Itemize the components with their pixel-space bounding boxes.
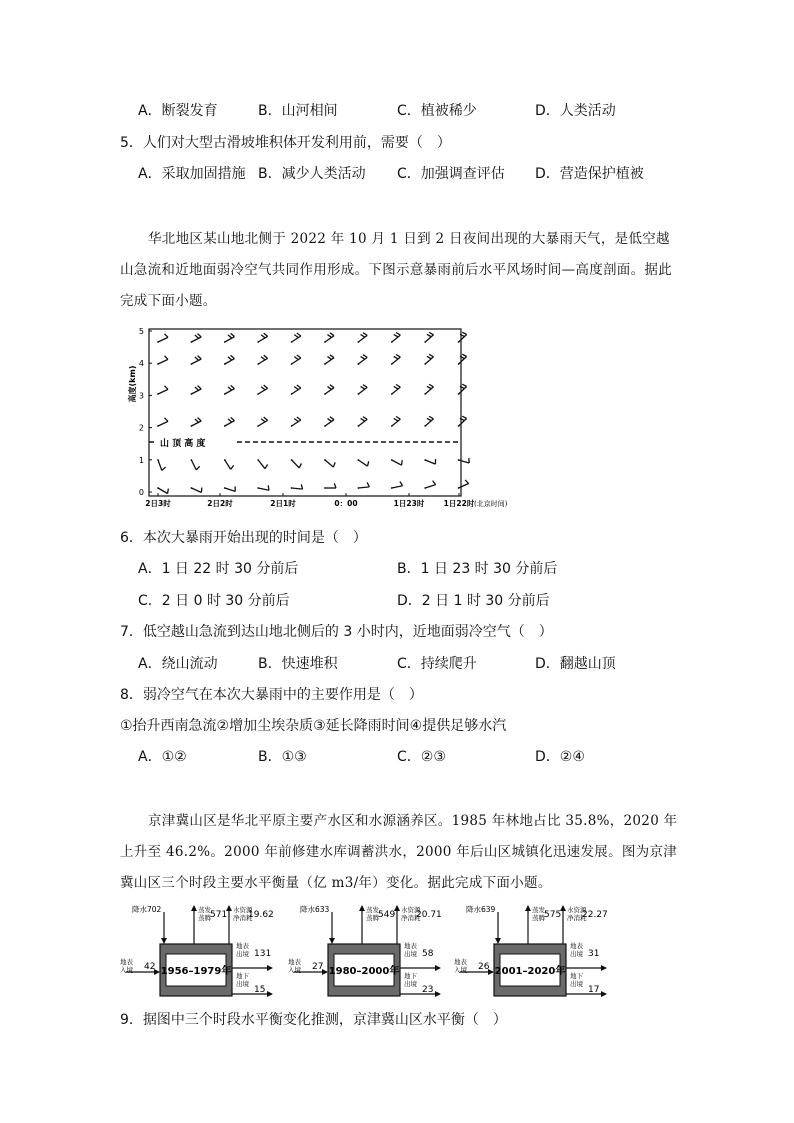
q8-items: ①抬升西南急流②增加尘埃杂质③延长降雨时间④提供足够水汽 xyxy=(120,718,507,734)
evap-value: 571 xyxy=(210,910,228,920)
ground-out-label: 出境 xyxy=(570,980,583,988)
reservoir-value: 22.27 xyxy=(582,910,608,920)
q8-stem: 8．弱冷空气在本次大暴雨中的主要作用是（ ） xyxy=(120,687,423,703)
surface-out-value: 131 xyxy=(254,949,272,959)
wind-barb xyxy=(458,354,467,365)
wind-barb xyxy=(257,485,269,490)
wind-barb xyxy=(358,459,369,466)
water-balance-period xyxy=(454,904,608,996)
y-tick-label: 0 xyxy=(138,488,144,497)
x-tick-label: 1日23时 xyxy=(393,499,425,508)
y-tick-label: 1 xyxy=(138,455,144,465)
wind-barb xyxy=(257,355,267,365)
q9-stem: 9．据图中三个时段水平衡变化推测，京津冀山区水平衡（ ） xyxy=(120,1012,507,1028)
precip-value: 降水633 xyxy=(300,905,330,914)
passage-rainstorm xyxy=(120,224,680,317)
wind-barb xyxy=(224,417,235,427)
wind-barb xyxy=(191,334,202,343)
passage-water-balance xyxy=(120,806,680,899)
wind-barb xyxy=(191,386,202,395)
wind-barb xyxy=(224,355,235,365)
y-tick-label: 5 xyxy=(138,327,144,336)
q6-option-a: A．1 日 22 时 30 分前后 xyxy=(138,561,299,577)
q5-option-a: A．采取加固措施 xyxy=(138,166,246,182)
passage-water-balance-text: 京津冀山区是华北平原主要产水区和水源涵养区。1985 年林地占比 35.8%，2020 年上升至 46.2%。2000 年前修建水库调蓄洪水，2000 年后山区城镇化迅速发展。图为京津冀山区三个时段主要水平衡量（亿 m3/年）变化。据此完成下面小题。 xyxy=(120,813,678,891)
ground-out-value: 17 xyxy=(588,985,600,995)
wind-barb xyxy=(424,354,433,365)
q7-option-d: D．翻越山顶 xyxy=(535,656,616,672)
wind-barb xyxy=(324,483,336,489)
reservoir-label: 净消耗 xyxy=(401,914,421,922)
surface-in-label: 入境 xyxy=(120,966,133,974)
wind-barb xyxy=(391,481,403,488)
x-tick-label: 2日3时 xyxy=(145,499,171,508)
wind-barb xyxy=(458,458,469,463)
reservoir-label: 净消耗 xyxy=(233,914,253,922)
wind-barb xyxy=(358,482,370,489)
q5-option-b: B．减少人类活动 xyxy=(258,166,366,182)
evap-label: 蒸腾 xyxy=(198,914,211,922)
surface-out-label: 地表 xyxy=(404,942,417,950)
wind-barb xyxy=(224,459,234,469)
ground-out-label: 地下 xyxy=(404,972,417,980)
wind-barb xyxy=(391,417,400,427)
ground-out-label: 出境 xyxy=(404,980,417,988)
surface-out-value: 31 xyxy=(588,949,600,959)
wind-barb xyxy=(358,333,368,343)
reservoir-label: 水资源 xyxy=(567,906,587,914)
ground-out-value: 23 xyxy=(422,985,434,995)
wind-barb xyxy=(358,417,368,427)
x-unit-label: (北京时间) xyxy=(474,500,508,508)
wind-barb xyxy=(458,384,467,395)
surface-in-label: 地表 xyxy=(288,958,301,966)
wind-barb xyxy=(424,416,433,427)
wind-barb xyxy=(458,416,467,427)
evap-label: 蒸发 xyxy=(366,906,379,914)
wind-barb xyxy=(191,459,200,470)
surface-in-label: 入境 xyxy=(288,966,301,974)
wind-barb xyxy=(224,333,235,343)
q5-stem: 5．人们对大型古滑坡堆积体开发利用前，需要（ ） xyxy=(120,135,451,151)
reservoir-value: 19.62 xyxy=(248,910,274,920)
evap-label: 蒸腾 xyxy=(532,914,545,922)
surface-out-label: 地表 xyxy=(570,942,583,950)
q6-option-d: D．2 日 1 时 30 分前后 xyxy=(397,593,550,609)
wind-barb xyxy=(257,333,267,343)
wind-barb xyxy=(324,417,334,427)
wind-barb xyxy=(257,459,267,469)
wind-barb xyxy=(157,356,168,365)
wind-barb xyxy=(157,334,168,343)
surface-out-label: 出境 xyxy=(236,950,249,958)
surface-out-label: 出境 xyxy=(570,950,583,958)
wind-barb xyxy=(391,355,400,365)
q7-stem: 7．低空越山急流到达山地北侧后的 3 小时内，近地面弱冷空气（ ） xyxy=(120,624,553,640)
q5-option-d: D．营造保护植被 xyxy=(535,166,644,182)
wind-barb xyxy=(191,356,202,365)
q8-option-d: D．②④ xyxy=(535,749,585,765)
wind-barb xyxy=(257,417,267,427)
wind-barb xyxy=(291,333,301,343)
surface-in-value: 26 xyxy=(478,962,490,972)
wind-barb xyxy=(291,385,301,395)
reservoir-label: 净消耗 xyxy=(567,914,587,922)
ground-out-label: 地下 xyxy=(570,972,583,980)
y-tick-label: 3 xyxy=(138,391,144,401)
wind-barb xyxy=(157,418,168,427)
wind-barb xyxy=(291,417,301,427)
q4-option-a: A．断裂发育 xyxy=(138,103,218,119)
water-balance-diagram xyxy=(118,900,608,1004)
wind-barb xyxy=(424,332,433,343)
period-label: 2001–2020年 xyxy=(494,966,566,977)
surface-out-label: 地表 xyxy=(236,942,249,950)
wind-barb xyxy=(191,418,202,427)
wind-barb xyxy=(424,459,435,464)
wind-profile-chart xyxy=(126,322,526,518)
reservoir-label: 水资源 xyxy=(401,906,421,914)
q7-option-a: A．绕山流动 xyxy=(138,656,218,672)
wind-barb xyxy=(324,385,334,395)
wind-barb xyxy=(157,386,168,395)
q6-option-b: B．1 日 23 时 30 分前后 xyxy=(397,561,558,577)
y-tick-label: 4 xyxy=(138,359,144,369)
wind-barb xyxy=(424,384,433,395)
wind-barb xyxy=(358,355,368,365)
wind-barb xyxy=(291,484,303,489)
evap-value: 575 xyxy=(544,910,562,920)
wind-barb xyxy=(291,355,301,365)
x-tick-label: 0：00 xyxy=(334,499,358,508)
surface-in-label: 入境 xyxy=(454,966,467,974)
evap-label: 蒸腾 xyxy=(366,914,379,922)
q6-stem: 6．本次大暴雨开始出现的时间是（ ） xyxy=(120,530,367,546)
q6-option-c: C．2 日 0 时 30 分前后 xyxy=(138,593,290,609)
x-tick-label: 1日22时 xyxy=(443,499,475,508)
wind-barb xyxy=(257,385,267,395)
x-tick-label: 2日1时 xyxy=(270,499,296,508)
precip-value: 降水702 xyxy=(132,905,162,914)
ridge-height-label: 山 顶 高 度 xyxy=(160,439,206,449)
q8-option-c: C．②③ xyxy=(397,749,446,765)
wind-barb xyxy=(291,459,302,468)
evap-label: 蒸发 xyxy=(198,906,211,914)
evap-label: 蒸发 xyxy=(532,906,545,914)
wind-barb xyxy=(324,333,334,343)
evap-value: 549 xyxy=(378,910,396,920)
period-label: 1956–1979年 xyxy=(160,966,232,977)
surface-out-value: 58 xyxy=(422,949,434,959)
wind-barb xyxy=(391,385,400,395)
wind-barb xyxy=(157,459,165,470)
surface-in-label: 地表 xyxy=(454,958,467,966)
q8-option-a: A．①② xyxy=(138,749,187,765)
chart-ylabel: 高度(km) xyxy=(128,365,137,403)
wind-barb xyxy=(191,487,202,492)
q5-option-c: C．加强调查评估 xyxy=(397,166,505,182)
q4-option-c: C．植被稀少 xyxy=(397,103,477,119)
reservoir-value: 20.71 xyxy=(416,910,442,920)
chart-frame xyxy=(149,329,461,496)
wind-barb xyxy=(391,333,400,343)
q7-option-c: C．持续爬升 xyxy=(397,656,477,672)
q8-option-b: B．①③ xyxy=(258,749,307,765)
wind-barb xyxy=(224,385,235,395)
q4-option-d: D．人类活动 xyxy=(535,103,616,119)
wind-barb xyxy=(324,459,335,467)
wind-barb xyxy=(358,385,368,395)
wind-barb xyxy=(157,487,168,493)
ground-out-label: 地下 xyxy=(236,972,249,980)
water-balance-period xyxy=(120,904,274,996)
surface-in-label: 地表 xyxy=(120,958,133,966)
period-label: 1980–2000年 xyxy=(328,966,400,977)
wind-barb xyxy=(391,459,402,465)
wind-barb xyxy=(424,481,435,489)
wind-barb xyxy=(458,332,467,343)
passage-rainstorm-text: 华北地区某山地北侧于 2022 年 10 月 1 日到 2 日夜间出现的大暴雨天气，是低空越山急流和近地面弱冷空气共同作用形成。下图示意暴雨前后水平风场时间—高度剖面。据此完成下面小题。 xyxy=(120,231,672,309)
surface-in-value: 27 xyxy=(312,962,324,972)
wind-barb xyxy=(224,486,235,491)
q7-option-b: B．快速堆积 xyxy=(258,656,338,672)
precip-value: 降水639 xyxy=(466,905,496,914)
reservoir-label: 水资源 xyxy=(233,906,253,914)
wind-barb xyxy=(458,480,469,489)
surface-out-label: 出境 xyxy=(404,950,417,958)
q4-option-b: B．山河相间 xyxy=(258,103,338,119)
y-tick-label: 2 xyxy=(138,423,144,433)
ground-out-value: 15 xyxy=(254,985,266,995)
wind-barb xyxy=(324,355,334,365)
surface-in-value: 42 xyxy=(144,962,156,972)
ground-out-label: 出境 xyxy=(236,980,249,988)
water-balance-period xyxy=(288,904,442,996)
x-tick-label: 2日2时 xyxy=(207,499,233,508)
